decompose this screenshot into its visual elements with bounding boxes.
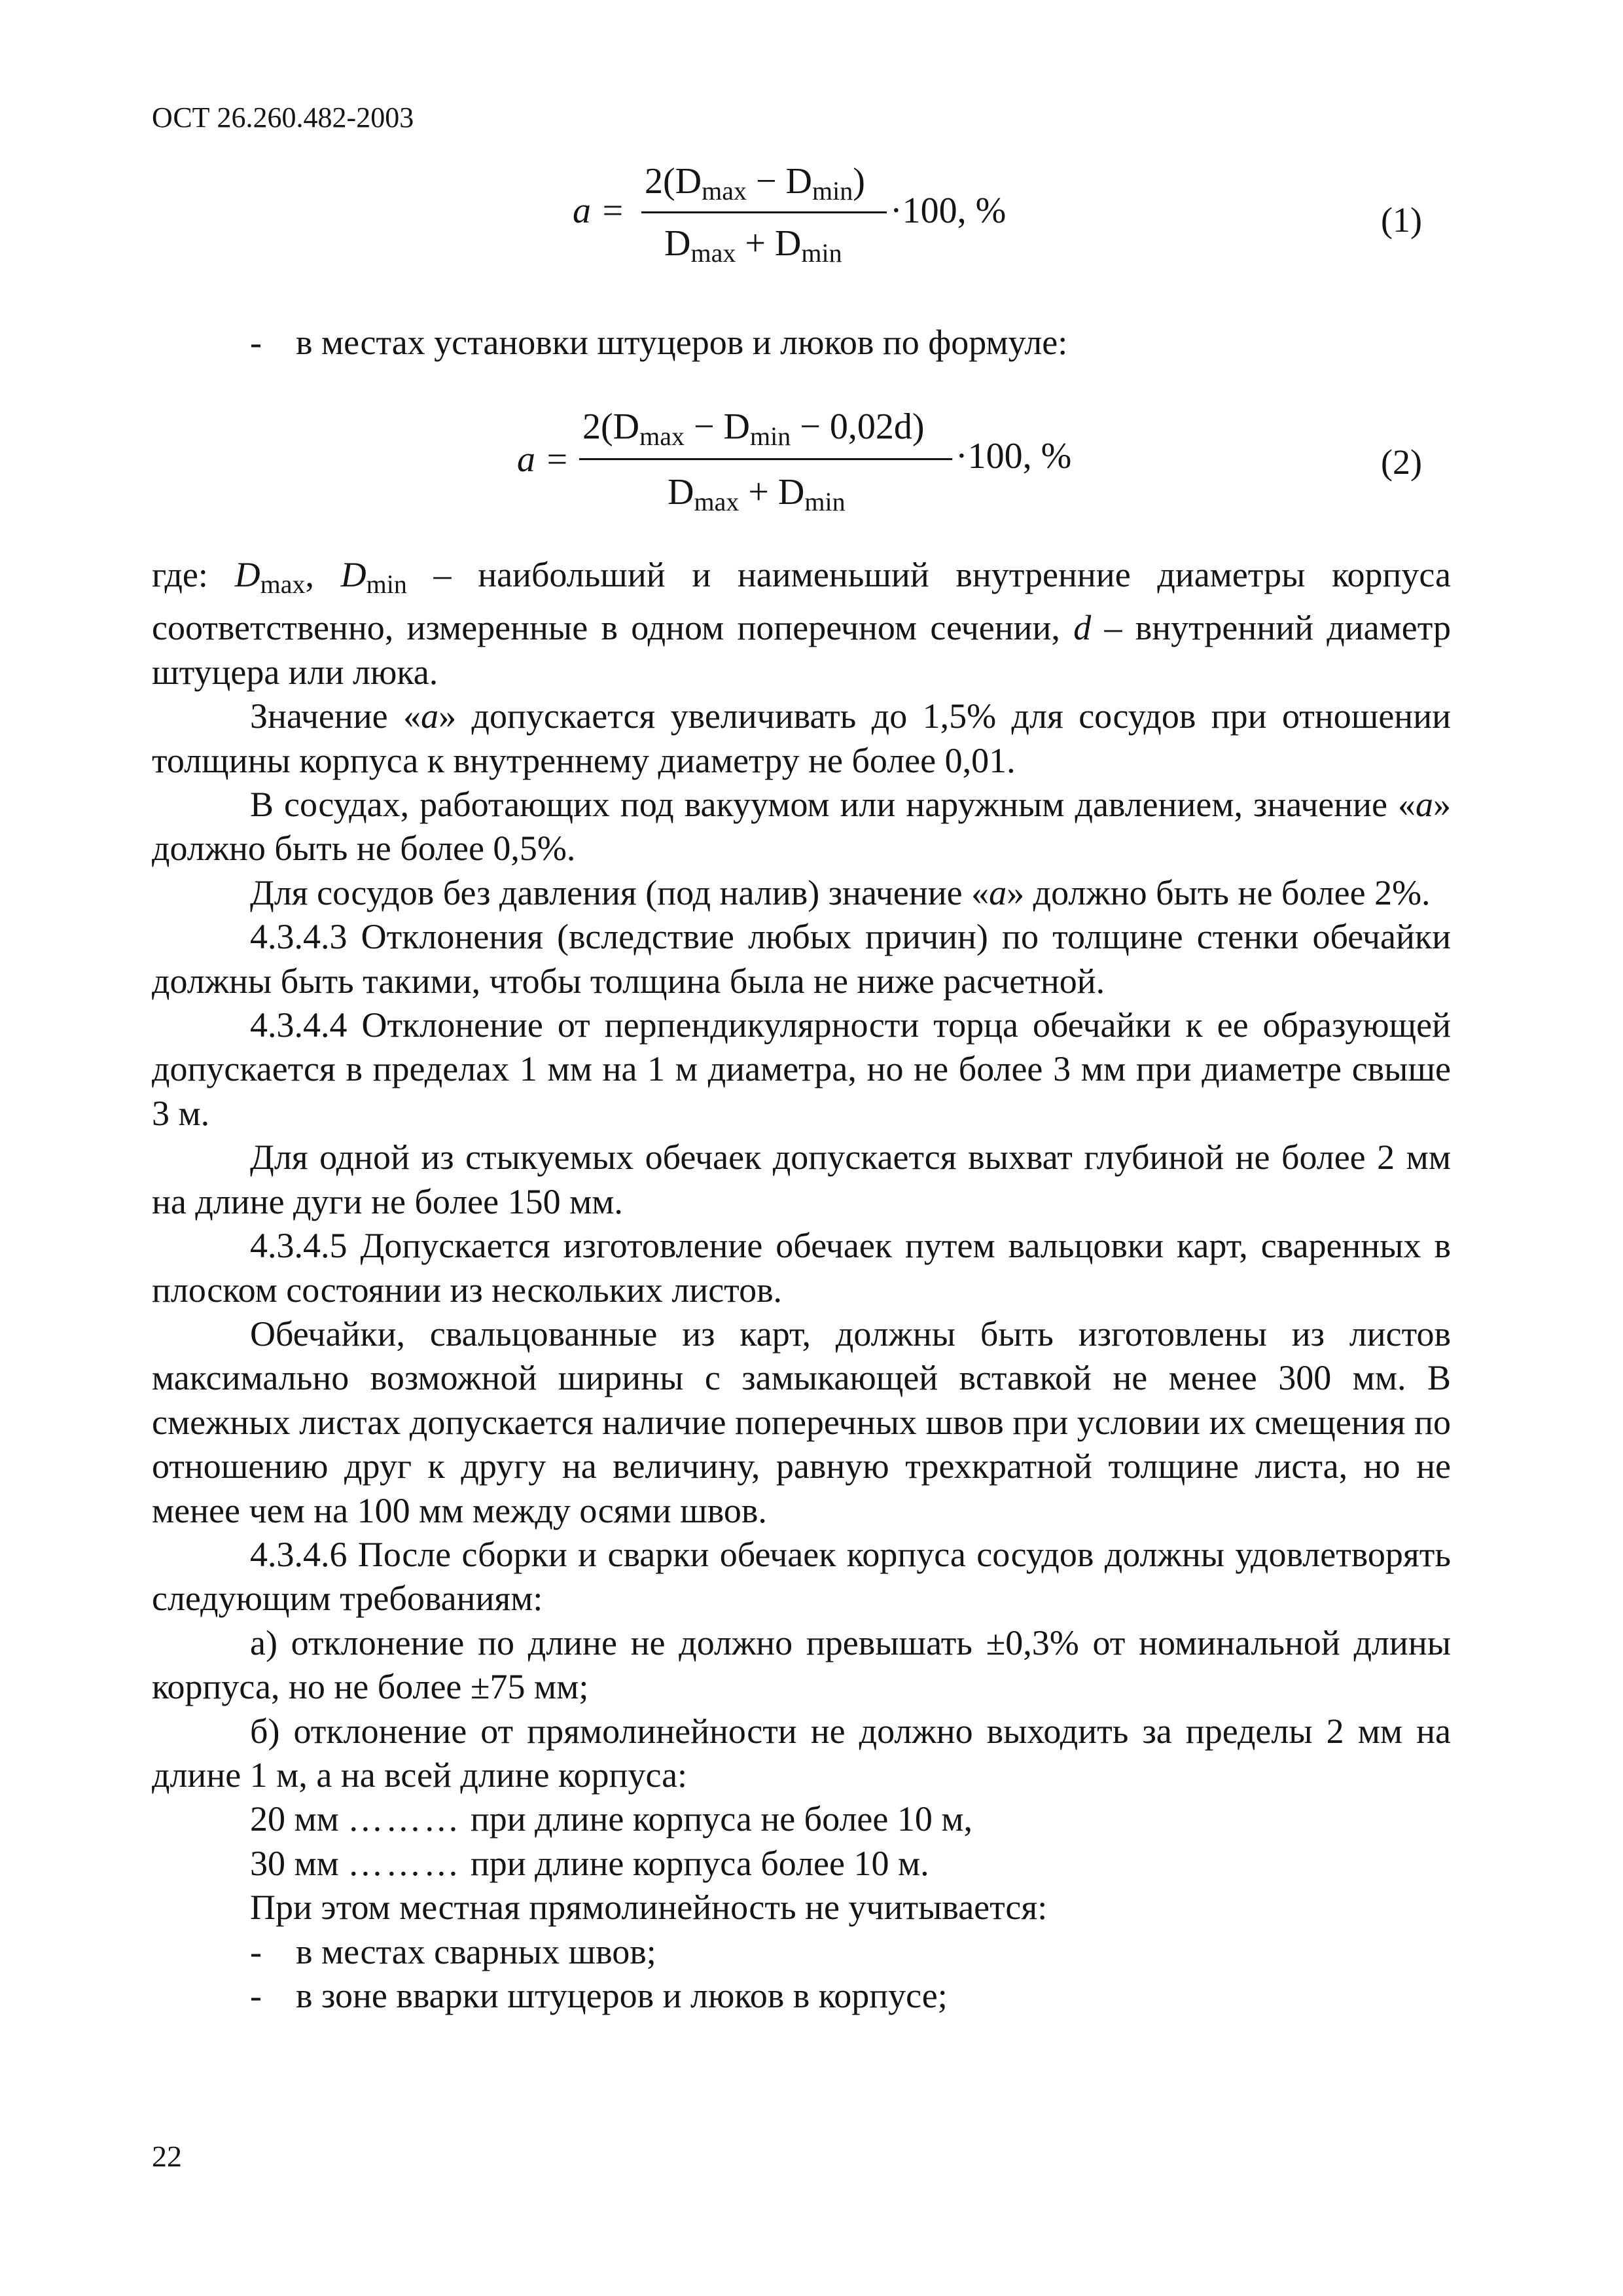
document-body — [152, 553, 1451, 2018]
formula-2-number: (2) — [1381, 442, 1422, 482]
requirement-b: б) отклонение от прямолинейности не должно выходить за пределы 2 мм на длине 1 м, а на всей длине корпуса: — [152, 1711, 1451, 1795]
clause-4-3-4-3: 4.3.4.3 Отклонения (вследствие любых причин) по толщине стенки обечайки должны быть такими, чтобы толщина была не ниже расчетной. — [152, 917, 1451, 1001]
formula-1-number: (1) — [1381, 200, 1422, 240]
no-pressure-paragraph: Для сосудов без давления (под налив) значение «a» должно быть не более 2%. — [250, 872, 1431, 912]
formula-2-lhs: a = — [517, 439, 569, 480]
value-paragraph: Значение «a» допускается увеличивать до 1,5% для сосудов при отношении толщины корпуса к внутреннему диаметру не более 0,01. — [152, 696, 1451, 780]
clause-4-3-4-6: 4.3.4.6 После сборки и сварки обечаек корпуса сосудов должны удовлетворять следующим требованиям: — [152, 1534, 1451, 1619]
where-paragraph: где: $D_{max}$, $D_{min}$ – наибольший и наименьший внутренние диаметры корпуса соответственно, измеренные в одном поперечном сечении, d – внутренний диаметр штуцера или люка. — [152, 555, 1452, 692]
formula-2-denominator: $D_{max} + D_{min}$ — [668, 472, 846, 516]
tolerance-line-2: 30 мм ……… при длине корпуса более 10 м. — [250, 1843, 929, 1883]
clause-4-3-4-4: 4.3.4.4 Отклонение от перпендикулярности торца обечайки к ее образующей допускается в пределах 1 мм на 1 м диаметра, но не более 3 мм при диаметре свыше 3 м. — [152, 1005, 1451, 1133]
standard-number: ОСТ 26.260.482-2003 — [152, 101, 414, 134]
formula-1-lhs: a = — [573, 190, 625, 231]
bullet-item: - в зоне вварки штуцеров и люков в корпусе; — [250, 1976, 948, 2015]
requirement-a: а) отклонение по длине не должно превышать ±0,3% от номинальной длины корпуса, но не более ±75 мм; — [152, 1623, 1451, 1707]
formula-1-numerator: $2(D_{max} - D_{min})$ — [645, 161, 865, 206]
page-footer — [152, 2137, 182, 2176]
formula-1-multiplier: ·100, % — [890, 190, 1007, 231]
tolerance-line-1: 20 мм ……… при длине корпуса не более 10 м, — [250, 1799, 972, 1839]
joint-paragraph: Для одной из стыкуемых обечаек допускается выхват глубиной не более 2 мм на длине дуги не более 150 мм. — [152, 1138, 1451, 1221]
local-straightness-paragraph: При этом местная прямолинейность не учитывается: — [250, 1888, 1048, 1928]
formula-2-numerator: $2(D_{max} - D_{min} - 0,02d)$ — [582, 406, 925, 451]
formula-1-denominator: $D_{max} + D_{min}$ — [664, 223, 842, 268]
formula-2-multiplier: ·100, % — [955, 436, 1072, 476]
formula-2-fraction-bar — [579, 458, 952, 460]
bullet-item: - в местах сварных швов; — [250, 1931, 656, 1971]
page-number: 22 — [152, 2140, 182, 2173]
vacuum-paragraph: В сосудах, работающих под вакуумом или наружным давлением, значение «a» должно быть не более 0,5%. — [152, 785, 1451, 869]
formula-2 — [0, 0, 1623, 543]
clause-4-3-4-5: 4.3.4.5 Допускается изготовление обечаек путем вальцовки карт, сваренных в плоском состоянии из нескольких листов. — [152, 1226, 1451, 1310]
cards-paragraph: Обечайки, свальцованные из карт, должны быть изготовлены из листов максимально возможной ширины с замыкающей вставкой не менее 300 мм. В смежных листах допускается наличие поперечных швов при условии их смещения по отношению друг к другу на величину, равную трехкратной толщине листа, но не менее чем на 100 мм между осями швов. — [152, 1314, 1451, 1530]
